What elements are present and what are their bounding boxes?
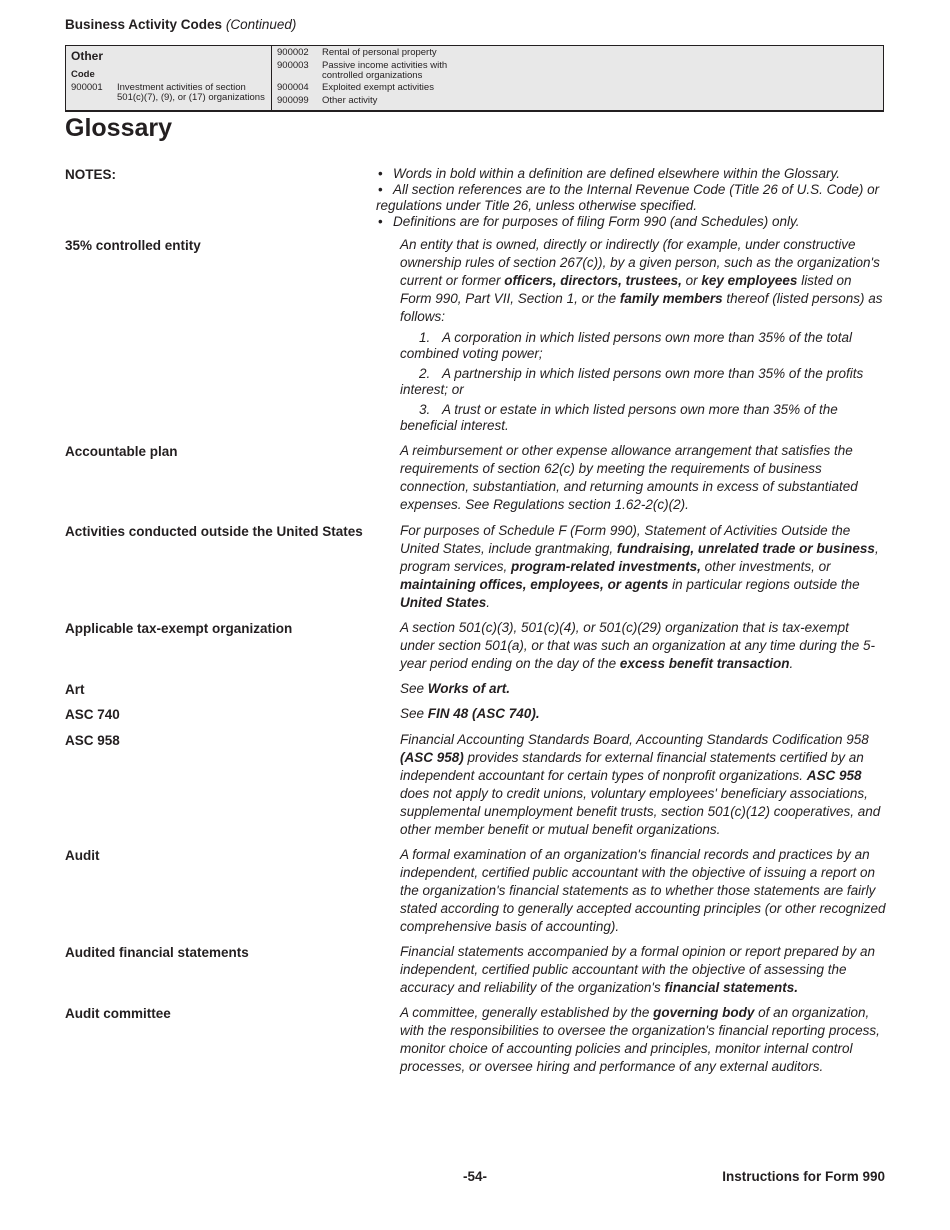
glossary-definition: A committee, generally established by the governing body of an organization, with the responsibilities to oversee the organization's financial reporting process, monitor choice of accounting policies and principles, monitor internal control processes, or oversee hiring and performance of any external auditors.: [400, 1005, 880, 1074]
glossary-definition: An entity that is owned, directly or indirectly (for example, under constructive ownership rules of section 267(c)), by a given person, such as the organization's current or former officers, directors, trustees, or key employees listed on Form 990, Part VII, Section 1, or the family members thereof (listed persons) as follows: 1. A corporation in which listed persons own more than 35% of the total combined voting power; 2. A partnership in which listed persons own more than 35% of the profits interest; or 3. A trust or estate in which listed persons own more than 35% of the beneficial interest.: [400, 236, 886, 434]
footer-title: Instructions for Form 990: [722, 1169, 885, 1184]
notes-label: NOTES:: [65, 167, 117, 182]
notes-list: [376, 166, 886, 230]
glossary-title: Glossary: [65, 114, 173, 142]
code-description: Other activity: [322, 95, 378, 106]
code-column-header: Code: [71, 69, 95, 80]
glossary-definition: A formal examination of an organization's financial records and practices by an independent, certified public accountant with the objective of issuing a report on the organization's financial statements as to whether those statements are fairly stated according to generally accepted accounting principles (or other recognized comprehensive basis of accounting).: [400, 847, 886, 934]
glossary-definition: See Works of art.: [400, 681, 511, 696]
glossary-definition: See FIN 48 (ASC 740).: [400, 706, 540, 721]
glossary-term: Audit: [65, 848, 100, 863]
note-item: • All section references are to the Internal Revenue Code (Title 26 of U.S. Code) or regulations under Title 26, unless otherwise specified.: [376, 182, 886, 214]
glossary-definition: Financial statements accompanied by a formal opinion or report prepared by an independent, certified public accountant with the objective of assessing the accuracy and reliability of the organization's financial statements.: [400, 944, 876, 995]
code-number: 900099: [277, 95, 309, 106]
glossary-term: Audited financial statements: [65, 945, 249, 960]
glossary-term: Audit committee: [65, 1006, 171, 1021]
glossary-term: 35% controlled entity: [65, 238, 201, 253]
definition-list-item: 3. A trust or estate in which listed persons own more than 35% of the beneficial interest.: [400, 402, 838, 433]
glossary-term: ASC 958: [65, 733, 120, 748]
category-heading: Other: [71, 49, 104, 63]
definition-list-item: 1. A corporation in which listed persons own more than 35% of the total combined voting power;: [400, 330, 852, 361]
note-item: • Words in bold within a definition are defined elsewhere within the Glossary.: [376, 166, 886, 182]
activity-codes-table: [65, 45, 884, 112]
glossary-definition: A reimbursement or other expense allowance arrangement that satisfies the requirements of section 62(c) by meeting the requirements of business connection, substantiation, and returning amounts in excess of substantiated expenses. See Regulations section 1.62-2(c)(2).: [400, 443, 858, 512]
page-header: [65, 17, 296, 32]
definition-list-item: 2. A partnership in which listed persons own more than 35% of the profits interest; or: [400, 366, 864, 397]
header-continued: (Continued): [225, 17, 297, 32]
glossary-term: Art: [65, 682, 85, 697]
glossary-term: Activities conducted outside the United States: [65, 524, 363, 539]
code-description: Rental of personal property: [322, 47, 437, 58]
code-description: Passive income activities with controlled organizations: [322, 60, 448, 81]
glossary-definition: For purposes of Schedule F (Form 990), Statement of Activities Outside the United States, include grantmaking, fundraising, unrelated trade or business, program services, program-related investments, other investments, or maintaining offices, employees, or agents in particular regions outside the United States.: [400, 523, 879, 610]
codes-left-column: [66, 46, 272, 110]
code-description: Exploited exempt activities: [322, 82, 434, 93]
glossary-term: Applicable tax-exempt organization: [65, 621, 293, 636]
glossary-term: Accountable plan: [65, 444, 178, 459]
page-number: -54-: [463, 1169, 488, 1184]
note-item: • Definitions are for purposes of filing Form 990 (and Schedules) only.: [376, 214, 886, 230]
code-number: 900003: [277, 60, 309, 71]
code-description: Investment activities of section 501(c)(7), (9), or (17) organizations: [117, 82, 265, 103]
glossary-definition: Financial Accounting Standards Board, Accounting Standards Codification 958 (ASC 958) provides standards for external financial statements certified by an independent accountant for certain types of nonprofit organizations. ASC 958 does not apply to credit unions, voluntary employees' beneficiary associations, supplemental unemployment benefit trusts, section 501(c)(12) cooperatives, and other member benefit or mutual benefit organizations.: [400, 732, 881, 837]
glossary-definition: A section 501(c)(3), 501(c)(4), or 501(c)(29) organization that is tax-exempt under section 501(a), or that was such an organization at any time during the 5-year period ending on the day of the excess benefit transaction.: [400, 620, 876, 671]
header-title: Business Activity Codes: [65, 17, 223, 32]
code-number: 900001: [71, 82, 103, 93]
glossary-term: ASC 740: [65, 707, 120, 722]
code-number: 900002: [277, 47, 309, 58]
code-number: 900004: [277, 82, 309, 93]
